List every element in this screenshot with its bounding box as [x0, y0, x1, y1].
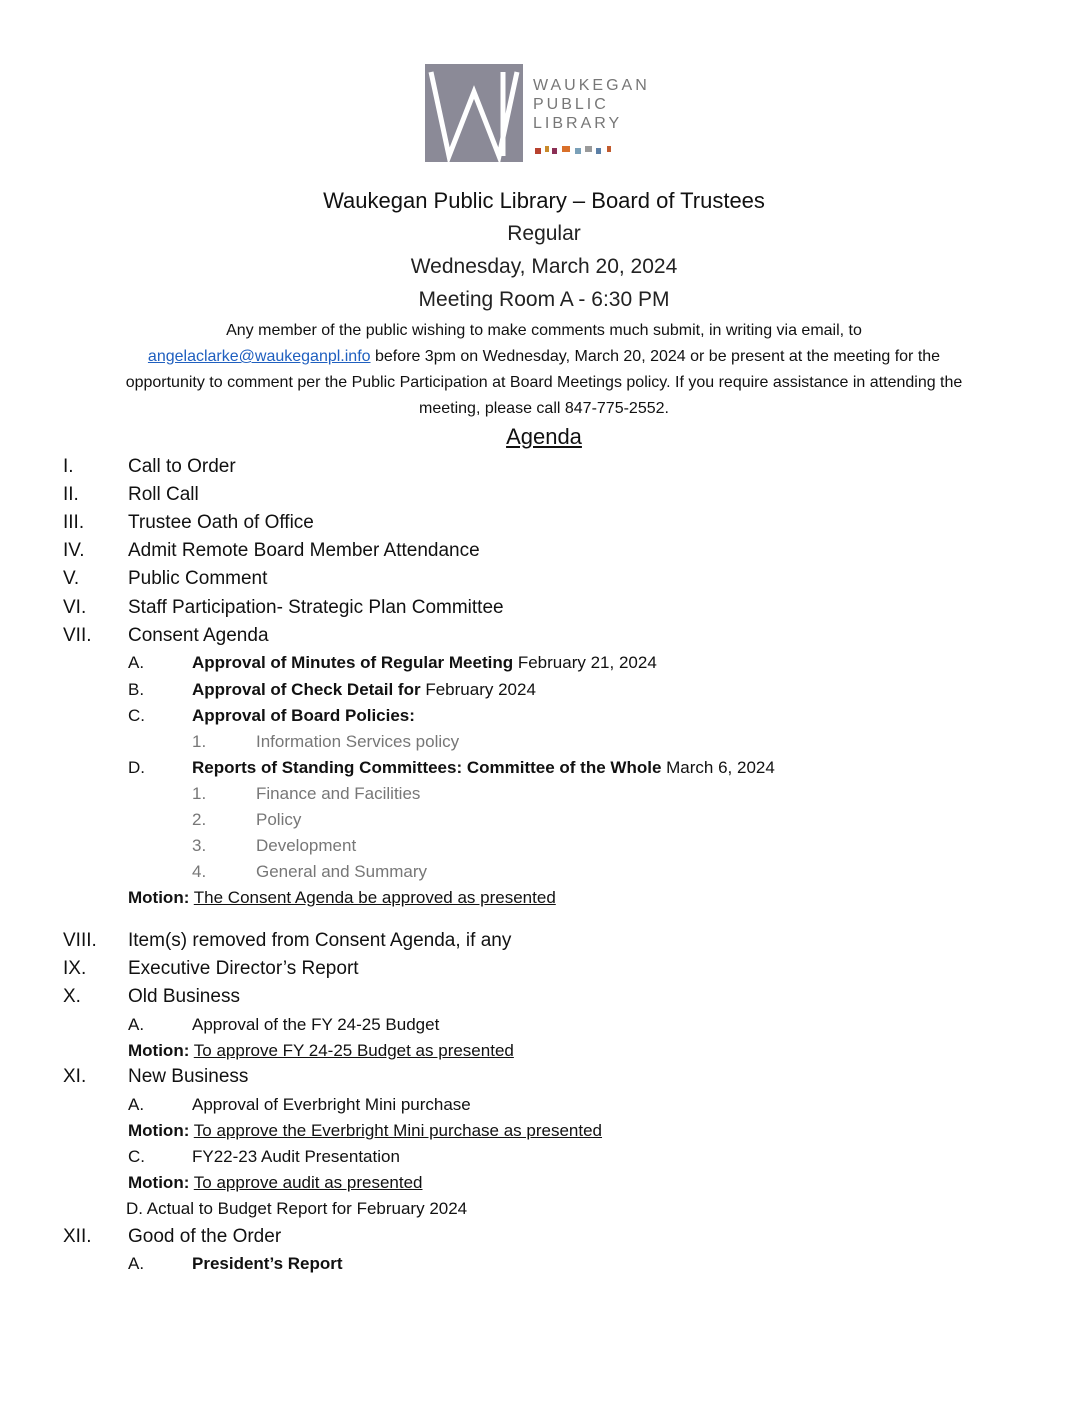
logo-swatch [575, 148, 581, 154]
agenda-heading: Agenda [506, 424, 582, 449]
sub-text [192, 706, 415, 726]
sub-text [192, 680, 536, 700]
motion-text: To approve FY 24-25 Budget as presented [193, 1041, 514, 1060]
meeting-date: Wednesday, March 20, 2024 [410, 255, 678, 278]
logo-line-1: WAUKEGAN [533, 77, 650, 94]
sub2-number: 1. [192, 732, 207, 751]
item-text: Call to Order [128, 456, 236, 477]
sub-letter: B. [128, 680, 145, 699]
sub2-text: Finance and Facilities [256, 784, 421, 803]
logo-w-mark [425, 64, 523, 162]
logo-swatch [596, 148, 601, 154]
motion-label: Motion: [128, 1173, 190, 1192]
logo-swatch [545, 146, 549, 152]
sub-letter: C. [128, 706, 145, 725]
logo-swatch [535, 148, 541, 154]
notice-line-4: meeting, please call 847-775-2552. [419, 400, 669, 417]
item-number: XI. [63, 1066, 87, 1087]
sub-letter: C. [128, 1147, 145, 1166]
sub2-text: Policy [256, 810, 302, 829]
notice-line-1: Any member of the public wishing to make comments much submit, in writing via email, to [226, 322, 862, 339]
logo-swatch [552, 148, 557, 154]
motion-line [128, 1121, 602, 1141]
sub2-text: General and Summary [256, 862, 428, 881]
sub-bold: Reports of Standing Committees: Committee of the Whole [192, 758, 662, 777]
notice-line-2 [40, 344, 1048, 370]
item-text: Roll Call [128, 484, 199, 505]
item-text: Consent Agenda [128, 625, 269, 646]
sub2-text: Development [256, 836, 357, 855]
sub-rest: March 6, 2024 [661, 758, 775, 777]
sub-letter: D. [128, 758, 145, 777]
motion-label: Motion: [128, 1121, 190, 1140]
sub-text: Approval of the FY 24-25 Budget [192, 1015, 440, 1034]
sub-letter: A. [128, 1254, 145, 1273]
motion-label: Motion: [128, 1041, 190, 1060]
logo-swatch [562, 146, 570, 152]
logo-wordmark [533, 76, 650, 133]
sub-rest: February 21, 2024 [513, 653, 657, 672]
item-text: Admit Remote Board Member Attendance [128, 540, 480, 561]
item-number: II. [63, 484, 79, 505]
sub-rest: February 2024 [420, 680, 536, 699]
item-text: Staff Participation- Strategic Plan Committee [128, 597, 504, 618]
motion-line [128, 1041, 514, 1061]
sub-letter: A. [128, 1095, 145, 1114]
motion-text: To approve the Everbright Mini purchase as presented [193, 1121, 603, 1140]
sub-bold: Approval of Check Detail for [192, 680, 421, 699]
item-text: Old Business [128, 986, 240, 1007]
logo-line-3: LIBRARY [533, 115, 623, 132]
notice-line-3: opportunity to comment per the Public Participation at Board Meetings policy. If you require assistance in attending the [125, 374, 963, 391]
sub2-number: 2. [192, 810, 207, 829]
meeting-location-time: Meeting Room A - 6:30 PM [418, 288, 670, 311]
sub-text [192, 758, 775, 778]
sub-bold: President’s Report [192, 1254, 343, 1273]
logo-line-2: PUBLIC [533, 96, 609, 113]
item-number: VII. [63, 625, 92, 646]
sub-bold: Approval of Board Policies: [192, 706, 415, 725]
motion-label: Motion: [128, 888, 190, 907]
sub-text [192, 653, 657, 673]
sub2-number: 3. [192, 836, 207, 855]
sub-letter: A. [128, 1015, 145, 1034]
meeting-type: Regular [507, 222, 581, 245]
item-number: III. [63, 512, 85, 533]
item-text: New Business [128, 1066, 249, 1087]
item-text: Item(s) removed from Consent Agenda, if any [128, 930, 512, 951]
item-text: Executive Director’s Report [128, 958, 359, 979]
sub-text: Approval of Everbright Mini purchase [192, 1095, 471, 1114]
item-text: Public Comment [128, 568, 268, 589]
document-title: Waukegan Public Library – Board of Trustees [323, 188, 765, 213]
sub-text: D. Actual to Budget Report for February 2024 [126, 1199, 468, 1218]
contact-email-link[interactable]: angelaclarke@waukeganpl.info [147, 348, 371, 365]
sub-bold: Approval of Minutes of Regular Meeting [192, 653, 514, 672]
item-number: VI. [63, 597, 87, 618]
item-number: IX. [63, 958, 87, 979]
item-number: I. [63, 456, 74, 477]
motion-text: The Consent Agenda be approved as presented [193, 888, 556, 907]
motion-text: To approve audit as presented [193, 1173, 423, 1192]
sub2-text: Information Services policy [256, 732, 460, 751]
sub-letter: A. [128, 653, 145, 672]
sub2-number: 4. [192, 862, 207, 881]
item-number: VIII. [63, 930, 97, 951]
item-number: V. [63, 568, 80, 589]
logo-swatch [607, 146, 611, 152]
item-number: IV. [63, 540, 85, 561]
logo-swatch [585, 146, 592, 152]
sub-text: FY22-23 Audit Presentation [192, 1147, 400, 1166]
notice-line-2-text: before 3pm on Wednesday, March 20, 2024 or be present at the meeting for the [370, 348, 941, 365]
public-comment-notice [40, 318, 1048, 422]
library-logo [425, 64, 675, 164]
item-number: XII. [63, 1226, 92, 1247]
item-text: Good of the Order [128, 1226, 282, 1247]
item-text: Trustee Oath of Office [128, 512, 314, 533]
sub-text [192, 1254, 343, 1274]
item-number: X. [63, 986, 81, 1007]
logo-w-icon [425, 64, 523, 162]
motion-line [128, 888, 556, 908]
sub2-number: 1. [192, 784, 207, 803]
motion-line [128, 1173, 423, 1193]
